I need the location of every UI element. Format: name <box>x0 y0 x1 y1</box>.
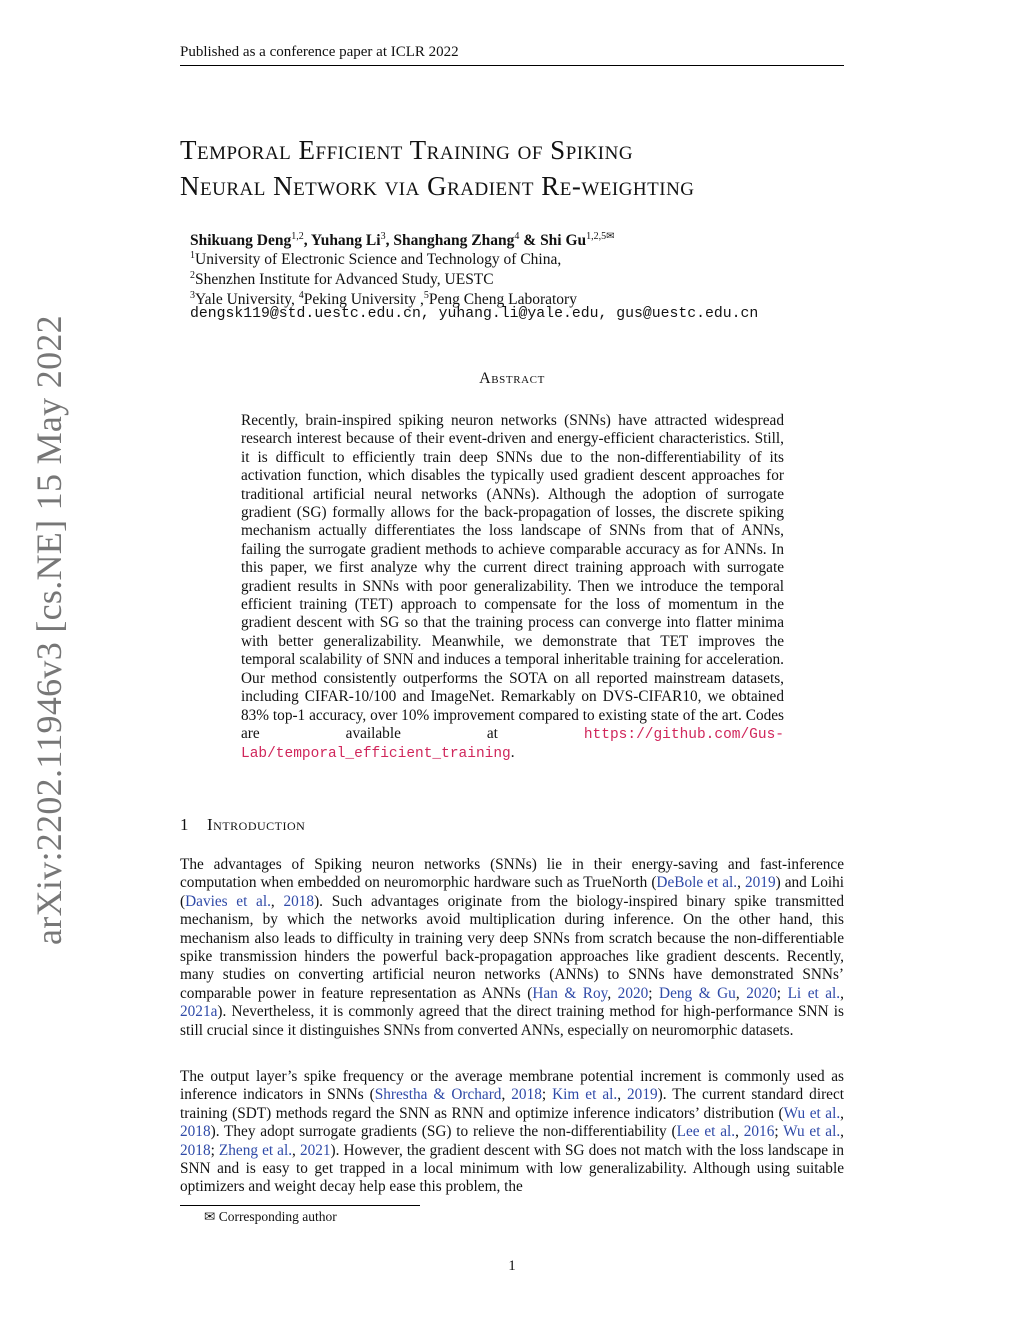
author-affil-sup: 4 <box>514 231 520 242</box>
citation-link[interactable]: 2021 <box>299 1141 331 1159</box>
affil-sup: 4 <box>298 290 304 301</box>
paragraph-text: The advantages of Spiking neuron networks (SNNs) lie in their energy-saving and fast-inference computation when embedded on neuromorphic hardware such as TrueNorth ( <box>180 856 844 892</box>
citation-link[interactable]: Zheng et al. <box>218 1141 293 1159</box>
author-name: Shi Gu <box>540 232 587 250</box>
paragraph-text: ). The current standard direct training (SDT) methods regard the SNN as RNN and optimize inference indicators’ distribution ( <box>180 1086 844 1122</box>
title-line-1: Temporal Efficient Training of Spiking <box>180 135 634 165</box>
abstract-heading: Abstract <box>479 370 545 387</box>
citation-link[interactable]: 2018 <box>180 1141 211 1159</box>
citation-link[interactable]: 2021a <box>180 1003 218 1021</box>
paragraph-text: , <box>840 1123 844 1141</box>
paragraph-text: , <box>735 1123 744 1141</box>
paragraph-text: ; <box>776 984 788 1002</box>
affil-text: Peking University , <box>303 291 424 309</box>
author-name: Yuhang Li <box>310 232 381 250</box>
paragraph-text: ). However, the gradient descent with SG does not match with the loss landscape in SNN and is easy to get trapped in a local minimum with low generalizability. Although using suitable optimizers and weight decay help ease this problem, the <box>180 1141 844 1196</box>
section-number: 1 <box>180 815 189 834</box>
footnote-text: Corresponding author <box>215 1209 337 1224</box>
paragraph-text: ; <box>648 984 660 1002</box>
paragraph-text: ; <box>774 1123 784 1141</box>
paragraph-text: , <box>270 892 284 910</box>
paragraph-text: ). Such advantages originate from the biology-inspired binary spike transmitted mechanism, by which the networks avoid multiplication during inference. On the other hand, this mechanism also leads to difficulty in training very deep SNNs from scratch because the non-differentiable spike transmission hinders the powerful back-propagation approaches like gradient descents. Recently, many studies on converting artificial neuron networks (ANNs) to SNNs have demonstrated SNNs’ comparable power in feature representation as ANNs ( <box>180 892 845 1002</box>
affil-text: University of Electronic Science and Technology of China, <box>195 251 562 269</box>
section-heading <box>180 815 305 835</box>
paragraph-text: , <box>501 1086 512 1104</box>
author-sep: , <box>303 232 311 250</box>
paragraph-text: , <box>607 984 618 1002</box>
conference-header: Published as a conference paper at ICLR 2022 <box>180 44 459 60</box>
affil-text: Shenzhen Institute for Advanced Study, UESTC <box>195 271 494 289</box>
citation-link[interactable]: Deng & Gu <box>659 984 736 1002</box>
citation-link[interactable]: 2020 <box>746 984 777 1002</box>
paragraph-text: , <box>292 1141 300 1159</box>
paragraph <box>180 856 844 1040</box>
paragraph-text: , <box>735 984 747 1002</box>
citation-link[interactable]: 2018 <box>283 892 315 910</box>
abstract-text <box>241 412 784 764</box>
citation-link[interactable]: 2016 <box>743 1123 775 1141</box>
author-affil-sup: 3 <box>380 231 386 242</box>
citation-link[interactable]: Kim et al. <box>552 1086 618 1104</box>
section-title: Introduction <box>207 815 306 834</box>
paragraph-text: ). They adopt surrogate gradients (SG) to relieve the non-differentiability ( <box>210 1123 677 1141</box>
affil-sup: 3 <box>190 290 195 301</box>
affil-text: Peng Cheng Laboratory <box>428 291 577 309</box>
paper-title <box>180 132 695 204</box>
paragraph-text: , <box>840 1104 844 1122</box>
citation-link[interactable]: Davies et al. <box>185 892 271 910</box>
author-sep: , <box>385 232 394 250</box>
paragraph-text: ). Nevertheless, it is commonly agreed that the direct training method for high-performance SNN is still crucial since it distinguishes SNNs from converted ANNs, especially on neuromorphic datasets. <box>180 1003 844 1039</box>
paragraph-text: , <box>737 874 745 892</box>
citation-link[interactable]: 2018 <box>180 1123 211 1141</box>
author-emails[interactable]: dengsk119@std.uestc.edu.cn, yuhang.li@yale.edu, gus@uestc.edu.cn <box>190 306 759 322</box>
citation-link[interactable]: 2020 <box>617 984 649 1002</box>
paragraph-text: ; <box>210 1141 219 1159</box>
page-number: 1 <box>508 1258 516 1274</box>
citation-link[interactable]: 2018 <box>511 1086 542 1104</box>
paragraph <box>180 1068 844 1197</box>
citation-link[interactable]: DeBole et al. <box>656 874 738 892</box>
paragraph-text: , <box>617 1086 628 1104</box>
affil-sup: 2 <box>190 270 195 281</box>
paragraph-text: ; <box>541 1086 553 1104</box>
citation-link[interactable]: 2019 <box>627 1086 658 1104</box>
affil-text: Yale University, <box>195 291 299 309</box>
citation-link[interactable]: Lee et al. <box>676 1123 736 1141</box>
citation-link[interactable]: Wu et al. <box>783 1104 841 1122</box>
author-name: Shanghang Zhang <box>393 232 515 250</box>
paragraph-text: ) and Loihi ( <box>180 874 844 910</box>
code-url-link[interactable]: https://github.com/Gus-Lab/temporal_efficient_training <box>241 726 784 763</box>
affil-sup: 1 <box>190 250 195 261</box>
citation-link[interactable]: Han & Roy <box>532 984 608 1002</box>
author-affil-sup: 1,2,5✉ <box>586 231 615 242</box>
citation-link[interactable]: Shrestha & Orchard <box>374 1086 502 1104</box>
footnote <box>204 1209 337 1225</box>
footnote-divider <box>180 1205 420 1206</box>
paragraph-text: , <box>840 984 844 1002</box>
citation-link[interactable]: Wu et al. <box>783 1123 841 1141</box>
envelope-icon: ✉ <box>204 1209 216 1224</box>
abstract-end: . <box>510 744 515 762</box>
affil-sup: 5 <box>423 290 429 301</box>
citation-link[interactable]: Li et al. <box>787 984 841 1002</box>
arxiv-identifier[interactable]: arXiv:2202.11946v3 [cs.NE] 15 May 2022 <box>29 315 69 945</box>
author-affil-sup: 1,2 <box>291 231 304 242</box>
author-name: Shikuang Deng <box>190 232 292 250</box>
paragraph-text: The output layer’s spike frequency or the average membrane potential increment is commonly used as inference indicators in SNNs ( <box>180 1068 844 1104</box>
header-divider <box>180 65 844 66</box>
author-sep: & <box>519 232 541 250</box>
citation-link[interactable]: 2019 <box>745 874 776 892</box>
title-line-2: Neural Network via Gradient Re-weighting <box>180 171 695 201</box>
abstract-body: Recently, brain-inspired spiking neuron networks (SNNs) have attracted widespread research interest because of their event-driven and energy-efficient characteristics. Still, it is difficult to efficiently train deep SNNs due to the non-differentiability of its activation function, which disables the typically used gradient descent approaches for traditional artificial neural networks (ANNs). Although the adoption of surrogate gradient (SG) formally allows for the back-propagation of losses, the discrete spiking mechanism actually differentiates the loss landscape of SNNs from that of ANNs, failing the surrogate gradient methods to achieve comparable accuracy as for ANNs. In this paper, we first analyze why the current direct training approach with surrogate gradient results in SNNs with poor generalizability. Then we introduce the temporal efficient training (TET) approach to compensate for the loss of momentum in the gradient descent with SG so that the training process can converge into flatter minima with better generalizability. Meanwhile, we demonstrate that TET improves the temporal scalability of SNN and induces a temporal inheritable training for acceleration. Our method consistently outperforms the SOTA on all reported mainstream datasets, including CIFAR-10/100 and ImageNet. Remarkably on DVS-CIFAR10, we obtained 83% top-1 accuracy, over 10% improvement compared to existing state of the art. Codes are available at <box>241 412 784 742</box>
